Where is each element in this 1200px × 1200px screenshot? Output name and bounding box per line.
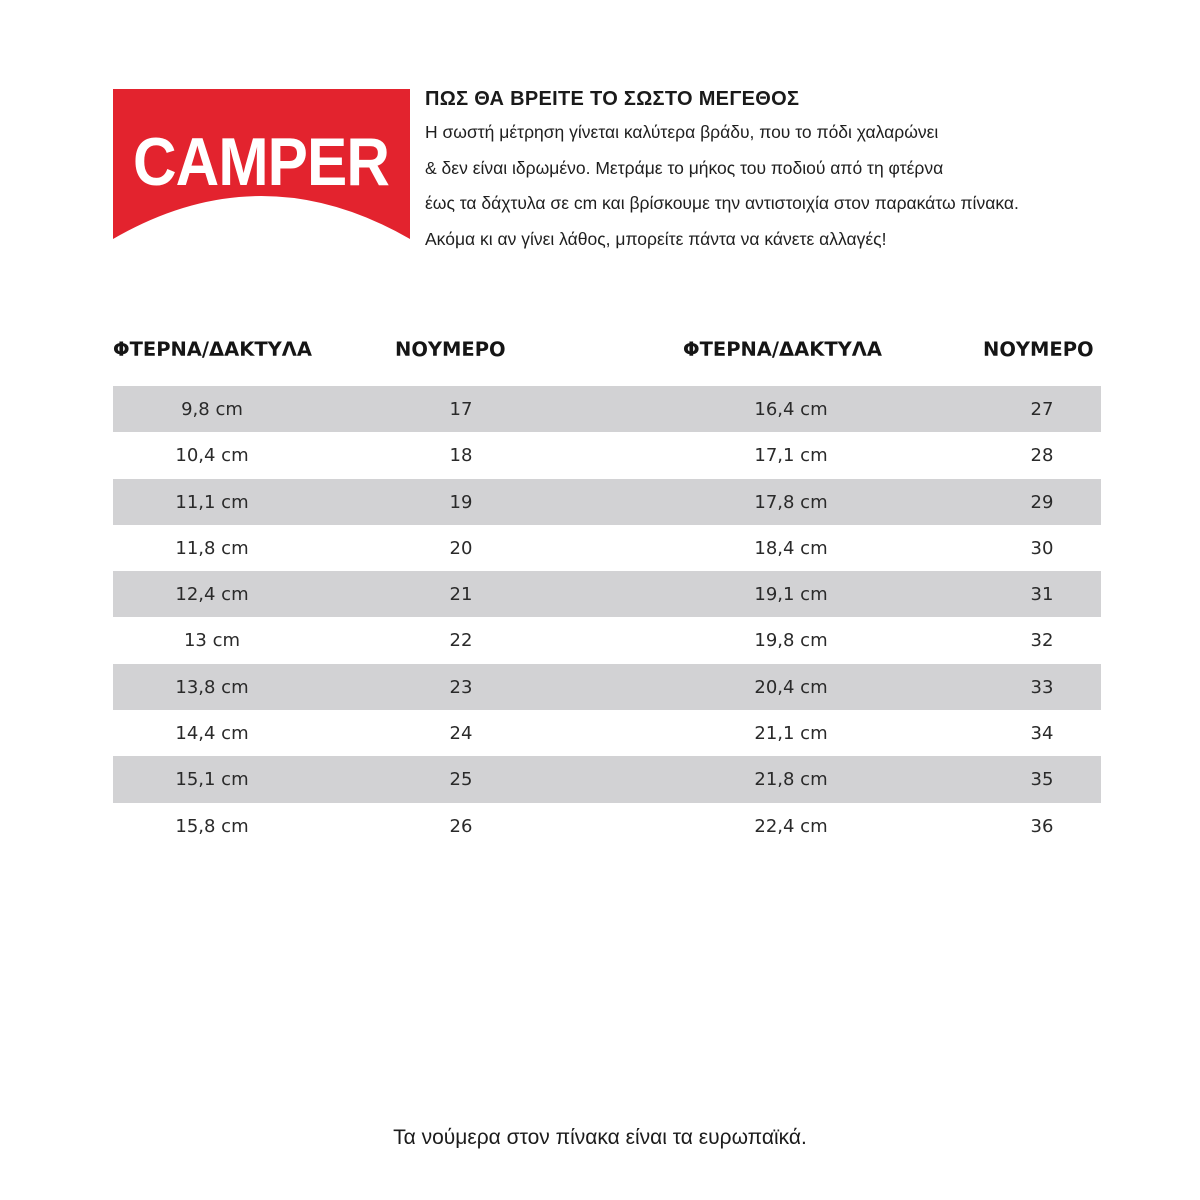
heel-toe-length-cell: 22,4 cm <box>754 815 828 837</box>
table-row <box>113 756 1101 802</box>
intro-line: Η σωστή μέτρηση γίνεται καλύτερα βράδυ, που το πόδι χαλαρώνει <box>425 122 939 142</box>
eu-size-cell: 20 <box>449 537 473 559</box>
heel-toe-length-cell: 10,4 cm <box>175 445 249 467</box>
header-heel-toe-left: ΦΤΕΡΝΑ/ΔΑΚΤΥΛΑ <box>113 338 312 361</box>
header-heel-toe-right: ΦΤΕΡΝΑ/ΔΑΚΤΥΛΑ <box>683 338 882 361</box>
eu-size-cell: 25 <box>449 769 473 791</box>
eu-size-cell: 32 <box>1030 630 1054 652</box>
heel-toe-length-cell: 19,1 cm <box>754 584 828 606</box>
heel-toe-length-cell: 11,1 cm <box>175 491 249 513</box>
intro-section <box>425 86 1145 257</box>
eu-size-cell: 27 <box>1030 399 1054 420</box>
intro-line: Ακόμα κι αν γίνει λάθος, μπορείτε πάντα να κάνετε αλλαγές! <box>425 228 887 249</box>
eu-size-cell: 19 <box>449 491 473 513</box>
intro-title: ΠΩΣ ΘΑ ΒΡΕΙΤΕ ΤΟ ΣΩΣΤΟ ΜΕΓΕΘΟΣ <box>425 88 800 110</box>
heel-toe-length-cell: 21,8 cm <box>754 769 828 791</box>
heel-toe-length-cell: 12,4 cm <box>175 584 249 606</box>
header-size-left: ΝΟΥΜΕΡΟ <box>395 338 506 361</box>
intro-line: & δεν είναι ιδρωμένο. Μετράμε το μήκος του ποδιού από τη φτέρνα <box>425 157 944 178</box>
heel-toe-length-cell: 18,4 cm <box>754 537 828 559</box>
eu-size-cell: 36 <box>1030 815 1054 837</box>
heel-toe-length-cell: 20,4 cm <box>754 676 828 698</box>
table-row <box>113 710 1101 756</box>
table-row <box>113 571 1101 617</box>
table-row <box>113 525 1101 571</box>
eu-size-cell: 28 <box>1030 445 1054 467</box>
eu-size-cell: 18 <box>449 445 473 467</box>
heel-toe-length-cell: 17,8 cm <box>754 491 828 513</box>
eu-size-cell: 26 <box>449 815 473 837</box>
table-row <box>113 664 1101 710</box>
footer-note: Τα νούμερα στον πίνακα είναι τα ευρωπαϊκά. <box>393 1126 807 1149</box>
intro-line: έως τα δάχτυλα σε cm και βρίσκουμε την αντιστοιχία στον παρακάτω πίνακα. <box>425 193 1019 213</box>
heel-toe-length-cell: 15,8 cm <box>175 815 249 837</box>
eu-size-cell: 17 <box>449 399 473 420</box>
eu-size-cell: 34 <box>1030 723 1054 745</box>
eu-size-cell: 30 <box>1030 537 1054 559</box>
heel-toe-length-cell: 14,4 cm <box>175 723 249 745</box>
heel-toe-length-cell: 15,1 cm <box>175 769 249 791</box>
eu-size-cell: 23 <box>449 676 473 698</box>
heel-toe-length-cell: 13 cm <box>183 630 241 652</box>
table-row <box>113 803 1101 849</box>
heel-toe-length-cell: 19,8 cm <box>754 630 828 652</box>
table-row <box>113 432 1101 478</box>
heel-toe-length-cell: 21,1 cm <box>754 723 828 745</box>
eu-size-cell: 33 <box>1030 676 1054 698</box>
eu-size-cell: 24 <box>449 723 473 745</box>
eu-size-cell: 35 <box>1030 769 1054 791</box>
camper-logo <box>113 89 410 239</box>
size-table <box>113 386 1101 849</box>
heel-toe-length-cell: 11,8 cm <box>175 537 249 559</box>
eu-size-cell: 22 <box>449 630 473 652</box>
heel-toe-length-cell: 9,8 cm <box>181 399 243 420</box>
table-row <box>113 617 1101 663</box>
eu-size-cell: 31 <box>1030 584 1054 606</box>
eu-size-cell: 21 <box>449 584 473 606</box>
eu-size-cell: 29 <box>1030 491 1054 513</box>
header-size-right: ΝΟΥΜΕΡΟ <box>983 338 1094 361</box>
table-row <box>113 479 1101 525</box>
heel-toe-length-cell: 13,8 cm <box>175 676 249 698</box>
logo-text: CAMPER <box>133 124 389 200</box>
heel-toe-length-cell: 16,4 cm <box>754 399 828 420</box>
table-row <box>113 386 1101 432</box>
heel-toe-length-cell: 17,1 cm <box>754 445 828 467</box>
